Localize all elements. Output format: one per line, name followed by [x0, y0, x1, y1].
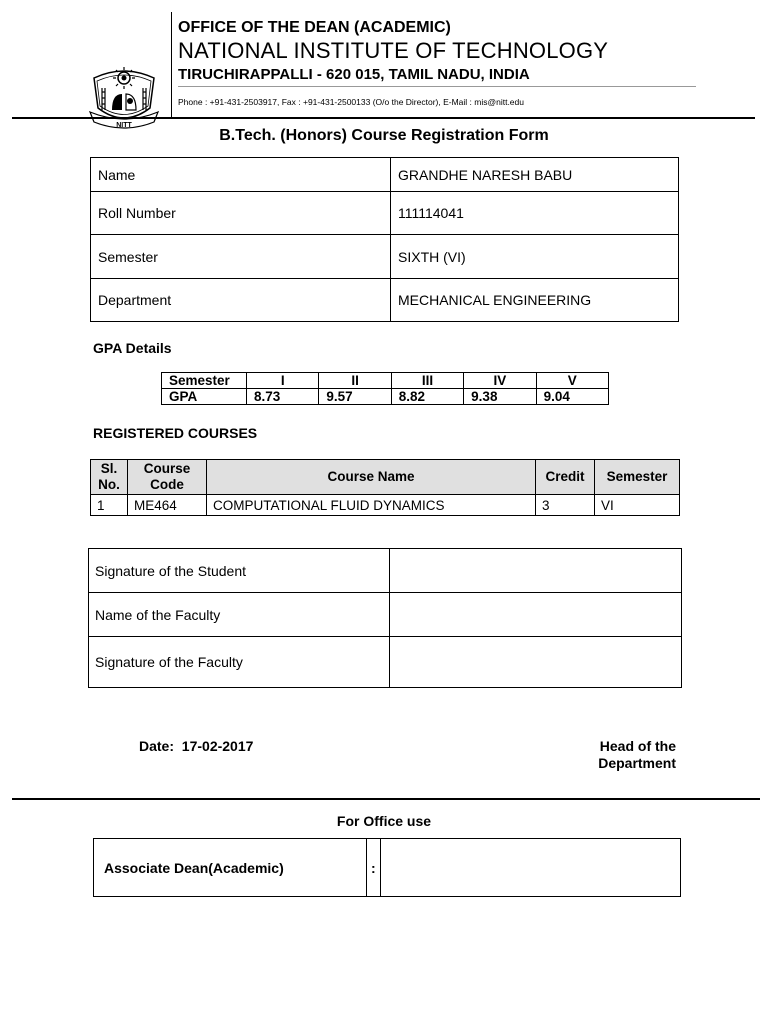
header-credit: Credit: [536, 460, 595, 495]
info-row-semester: [91, 235, 679, 279]
nitt-logo: [88, 64, 160, 134]
header-semester: Semester: [595, 460, 680, 495]
gpa-value: 9.04: [536, 389, 608, 405]
header-divider: [171, 12, 172, 118]
sig-label: Name of the Faculty: [89, 593, 390, 637]
header-sl-line2: No.: [98, 477, 120, 492]
hod-line2: Department: [598, 755, 676, 771]
header-course-code: [128, 460, 207, 495]
gpa-title: GPA Details: [93, 340, 172, 356]
office-use-title: For Office use: [336, 813, 432, 829]
sig-row-faculty-name: [89, 593, 682, 637]
gpa-value: 9.57: [319, 389, 391, 405]
gpa-header-row: [162, 373, 609, 389]
date-value: 17-02-2017: [181, 738, 254, 754]
gpa-semester: I: [247, 373, 319, 389]
gpa-value: 8.82: [391, 389, 463, 405]
signature-table: [88, 548, 682, 688]
faculty-name-field[interactable]: [390, 593, 682, 637]
office-use-table: [93, 838, 681, 897]
date-label: Date:: [139, 738, 175, 754]
institute-heading: NATIONAL INSTITUTE OF TECHNOLOGY: [178, 38, 609, 63]
sig-label: Signature of the Faculty: [89, 637, 390, 688]
sig-faculty-field[interactable]: [390, 637, 682, 688]
hod-signature-label: [560, 738, 676, 772]
info-row-department: [91, 279, 679, 322]
info-label: Department: [91, 279, 391, 322]
gpa-row-label: GPA: [162, 389, 247, 405]
sig-row-student: [89, 549, 682, 593]
info-value: SIXTH (VI): [391, 235, 679, 279]
course-sl: 1: [91, 495, 128, 516]
course-semester: VI: [595, 495, 680, 516]
courses-table: [90, 459, 680, 516]
info-value: 111114041: [391, 192, 679, 235]
header-bottom-rule: [12, 117, 755, 119]
contact-line: Phone : +91-431-2503917, Fax : +91-431-2500133 (O/o the Director), E-Mail : mis@nitt.edu: [178, 97, 524, 107]
courses-header-row: [91, 460, 680, 495]
gpa-semester: III: [391, 373, 463, 389]
info-row-name: [91, 158, 679, 192]
course-name: COMPUTATIONAL FLUID DYNAMICS: [207, 495, 536, 516]
gpa-semester: V: [536, 373, 608, 389]
info-value: GRANDHE NARESH BABU: [391, 158, 679, 192]
course-code: ME464: [128, 495, 207, 516]
header-sl-no: [91, 460, 128, 495]
office-row: [94, 839, 681, 897]
logo-text: NITT: [116, 122, 132, 129]
info-row-roll: [91, 192, 679, 235]
student-info-table: [90, 157, 679, 322]
associate-dean-label: Associate Dean(Academic): [94, 839, 367, 897]
sig-label: Signature of the Student: [89, 549, 390, 593]
gpa-value-row: [162, 389, 609, 405]
location-heading: TIRUCHIRAPPALLI - 620 015, TAMIL NADU, INDIA: [178, 66, 530, 83]
associate-dean-field[interactable]: [380, 839, 680, 897]
header-course-name: Course Name: [207, 460, 536, 495]
office-colon: :: [367, 839, 381, 897]
gpa-value: 8.73: [247, 389, 319, 405]
hod-line1: Head of the: [599, 738, 676, 754]
gpa-semester: II: [319, 373, 391, 389]
table-row: [91, 495, 680, 516]
info-label: Name: [91, 158, 391, 192]
header-sl-line1: Sl.: [100, 461, 118, 476]
course-credit: 3: [536, 495, 595, 516]
header-code-line1: Course: [143, 461, 191, 476]
info-label: Semester: [91, 235, 391, 279]
date-block: [139, 738, 253, 754]
sig-student-field[interactable]: [390, 549, 682, 593]
gpa-value: 9.38: [464, 389, 536, 405]
form-title: B.Tech. (Honors) Course Registration Form: [219, 127, 549, 144]
header-rule: [178, 86, 696, 87]
gpa-table: [161, 372, 609, 405]
header-code-line2: Code: [150, 477, 184, 492]
info-value: MECHANICAL ENGINEERING: [391, 279, 679, 322]
registered-courses-title: REGISTERED COURSES: [93, 425, 258, 441]
gpa-header-label: Semester: [162, 373, 247, 389]
office-separator: [12, 798, 760, 800]
sig-row-faculty-signature: [89, 637, 682, 688]
info-label: Roll Number: [91, 192, 391, 235]
gpa-semester: IV: [464, 373, 536, 389]
office-heading: OFFICE OF THE DEAN (ACADEMIC): [178, 19, 451, 36]
